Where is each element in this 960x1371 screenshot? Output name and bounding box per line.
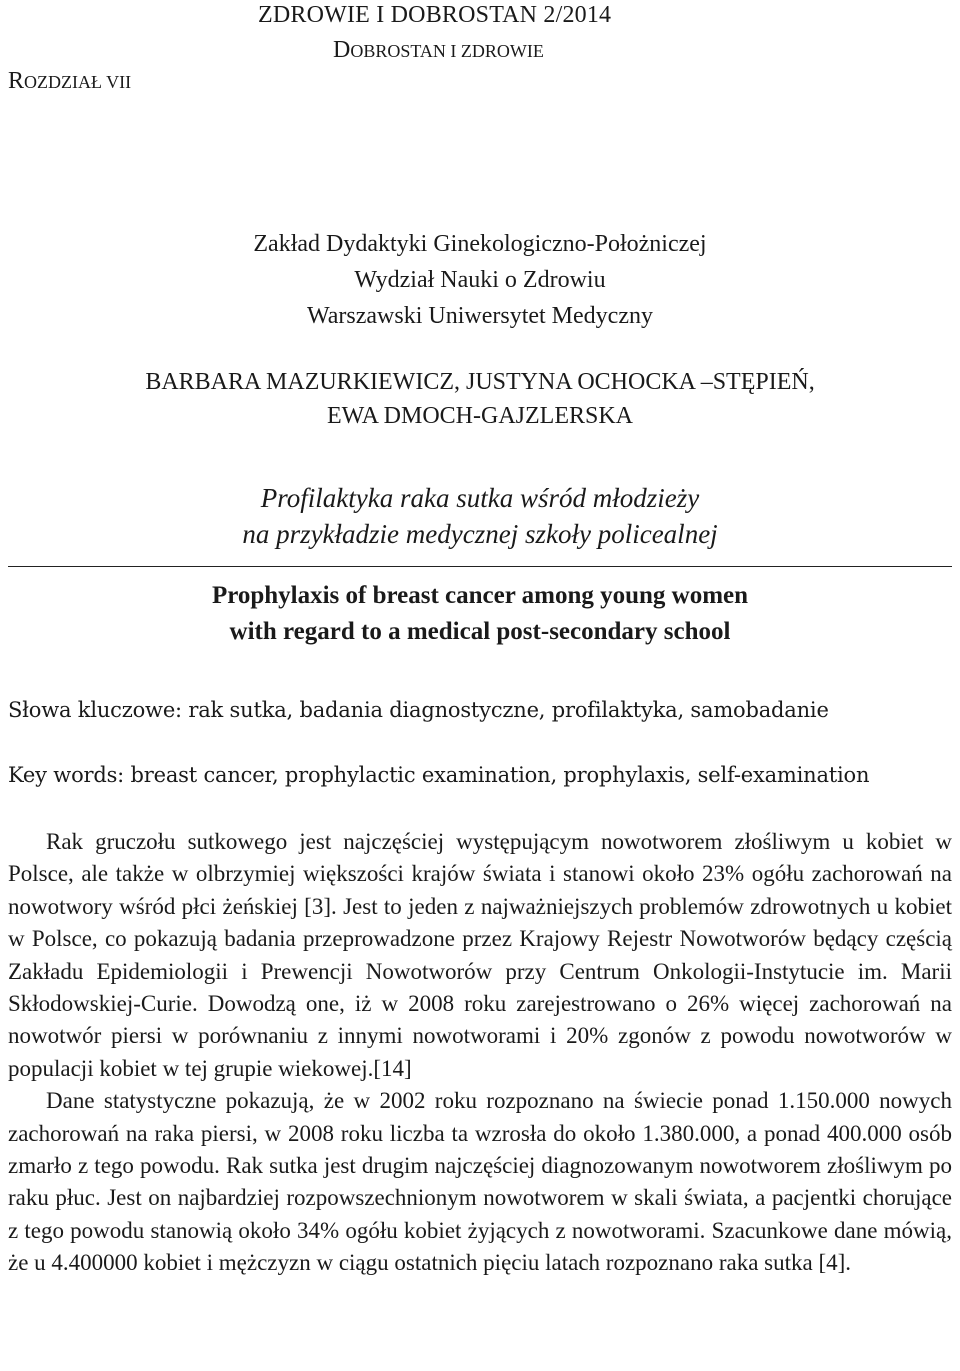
- article-title-polish: [0, 480, 960, 552]
- article-title-english: [0, 578, 960, 650]
- affiliation-university: Warszawski Uniwersytet Medyczny: [307, 303, 653, 329]
- authors-line-2: EWA DMOCH-GAJZLERSKA: [327, 403, 633, 429]
- article-title-polish-line-2: na przykładzie medycznej szkoły policealnej: [242, 519, 718, 549]
- body-paragraph-1: Rak gruczołu sutkowego jest najczęściej występującym nowotworem złośliwym u kobiet w Polsce, ale także w olbrzymiej większości krajów świata i stanowi około 23% ogółu zachorowań na nowotwory wśród płci żeńskiej [3]. Jest to jeden z najważniejszych problemów zdrowotnych u kobiet w Polsce, co pokazują badania przeprowadzone przez Krajowy Rejestr Nowotworów będący częścią Zakładu Epidemiologii i Prewencji Nowotworów przy Centrum Onkologii-Instytucie im. Marii Skłodowskiej-Curie. Dowodzą one, iż w 2008 roku zarejestrowano o 26% więcej zachorowań na nowotwór piersi w porównaniu z innymi nowotworami i 20% zgonów z powodu nowotworów w populacji kobiet w tej grupie wiekowej.[14]: [8, 829, 952, 1081]
- section-title: [333, 37, 544, 64]
- title-divider: [8, 566, 952, 567]
- journal-title: ZDROWIE I DOBROSTAN 2/2014: [258, 2, 612, 28]
- section-title-rest: OBROSTAN I ZDROWIE: [350, 41, 544, 61]
- keywords-english: Key words: breast cancer, prophylactic examination, prophylaxis, self-examination: [8, 763, 870, 787]
- affiliation: [0, 226, 960, 334]
- keywords-polish: Słowa kluczowe: rak sutka, badania diagnostyczne, profilaktyka, samobadanie: [8, 698, 829, 722]
- chapter-label-initial: R: [8, 68, 25, 94]
- article-body: [8, 826, 952, 1280]
- chapter-label: [8, 68, 131, 95]
- authors: [0, 365, 960, 433]
- authors-line-1: BARBARA MAZURKIEWICZ, JUSTYNA OCHOCKA –STĘPIEŃ,: [145, 369, 815, 395]
- article-title-polish-line-1: Profilaktyka raka sutka wśród młodzieży: [260, 483, 700, 513]
- affiliation-faculty: Wydział Nauki o Zdrowiu: [354, 267, 606, 293]
- body-paragraph-2: Dane statystyczne pokazują, że w 2002 roku rozpoznano na świecie ponad 1.150.000 nowych zachorowań na raka piersi, w 2008 roku liczba ta wzrosła do około 1.380.000, a ponad 400.000 osób zmarło z tego powodu. Rak sutka jest drugim najczęściej diagnozowanym nowotworem złośliwym po raku płuc. Jest on najbardziej rozpowszechnionym nowotworem w skali świata, a pacjentki chorujące z tego powodu stanowią około 34% ogółu kobiet żyjących z nowotworami. Szacunkowe dane mówią, że u 4.400000 kobiet i mężczyzn w ciągu ostatnich pięciu latach rozpoznano raka sutka [4].: [8, 1088, 952, 1276]
- article-title-english-line-1: Prophylaxis of breast cancer among young women: [211, 582, 749, 609]
- chapter-label-rest: OZDZIAŁ VII: [24, 72, 132, 92]
- article-title-english-line-2: with regard to a medical post-secondary school: [229, 618, 731, 645]
- section-title-initial: D: [333, 37, 351, 63]
- affiliation-department: Zakład Dydaktyki Ginekologiczno-Położniczej: [253, 231, 707, 257]
